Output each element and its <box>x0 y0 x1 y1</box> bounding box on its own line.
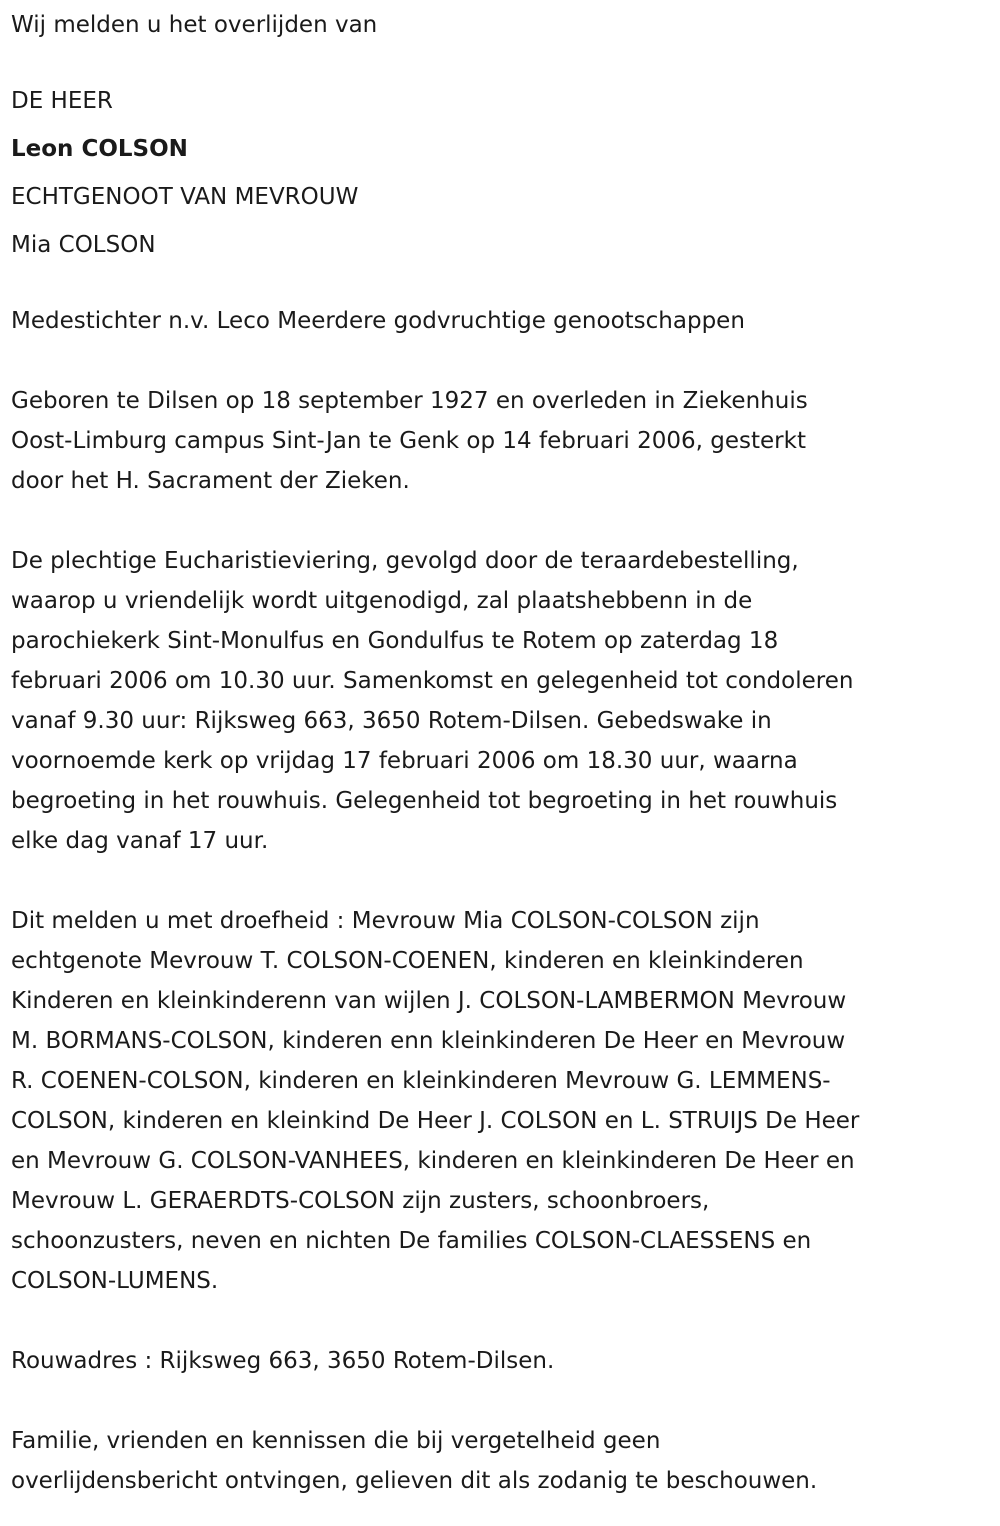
relation-text: ECHTGENOOT VAN MEVROUW <box>11 184 359 210</box>
deceased-name: Leon COLSON <box>11 136 188 162</box>
title-text: DE HEER <box>11 88 113 114</box>
text-line: Medestichter n.v. Leco Meerdere godvruchtige genootschappen <box>11 308 745 334</box>
text-line: COLSON-LUMENS. <box>11 1268 219 1294</box>
text-line: Kinderen en kleinkinderenn van wijlen J. COLSON-LAMBERMON Mevrouw <box>11 988 847 1014</box>
text-line: parochiekerk Sint-Monulfus en Gondulfus te Rotem op zaterdag 18 <box>11 628 779 654</box>
family-paragraph <box>11 901 1000 1301</box>
text-line: en Mevrouw G. COLSON-VANHEES, kinderen en kleinkinderen De Heer en <box>11 1148 855 1174</box>
text-line: overlijdensbericht ontvingen, gelieven dit als zodanig te beschouwen. <box>11 1468 818 1494</box>
text-line: De plechtige Eucharistieviering, gevolgd door de teraardebestelling, <box>11 548 799 574</box>
text-line: waarop u vriendelijk wordt uitgenodigd, zal plaatshebbenn in de <box>11 588 753 614</box>
text-line: Mevrouw L. GERAERDTS-COLSON zijn zusters, schoonbroers, <box>11 1188 710 1214</box>
birth-death-paragraph <box>11 381 1000 501</box>
text-line: Dit melden u met droefheid : Mevrouw Mia COLSON-COLSON zijn <box>11 908 760 934</box>
text-line: begroeting in het rouwhuis. Gelegenheid tot begroeting in het rouwhuis <box>11 788 838 814</box>
text-line: Geboren te Dilsen op 18 september 1927 en overleden in Ziekenhuis <box>11 388 808 414</box>
mourning-address-paragraph <box>11 1341 1000 1381</box>
occupation-paragraph <box>11 301 1000 341</box>
text-line: door het H. Sacrament der Zieken. <box>11 468 410 494</box>
intro-text: Wij melden u het overlijden van <box>11 12 378 38</box>
text-line: COLSON, kinderen en kleinkind De Heer J. COLSON en L. STRUIJS De Heer <box>11 1108 860 1134</box>
text-line: schoonzusters, neven en nichten De families COLSON-CLAESSENS en <box>11 1228 812 1254</box>
spouse-name: Mia COLSON <box>11 232 156 258</box>
text-line: Familie, vrienden en kennissen die bij vergetelheid geen <box>11 1428 661 1454</box>
text-line: voornoemde kerk op vrijdag 17 februari 2006 om 18.30 uur, waarna <box>11 748 798 774</box>
text-line: Oost-Limburg campus Sint-Jan te Genk op 14 februari 2006, gesterkt <box>11 428 806 454</box>
text-line: echtgenote Mevrouw T. COLSON-COENEN, kinderen en kleinkinderen <box>11 948 804 974</box>
body-paragraphs <box>11 301 1000 1501</box>
closing-paragraph <box>11 1421 1000 1501</box>
text-line: M. BORMANS-COLSON, kinderen enn kleinkinderen De Heer en Mevrouw <box>11 1028 846 1054</box>
deceased-header <box>11 77 1000 269</box>
text-line: vanaf 9.30 uur: Rijksweg 663, 3650 Rotem-Dilsen. Gebedswake in <box>11 708 772 734</box>
text-line: R. COENEN-COLSON, kinderen en kleinkinderen Mevrouw G. LEMMENS- <box>11 1068 831 1094</box>
funeral-details-paragraph <box>11 541 1000 861</box>
text-line: Rouwadres : Rijksweg 663, 3650 Rotem-Dilsen. <box>11 1348 555 1374</box>
text-line: februari 2006 om 10.30 uur. Samenkomst en gelegenheid tot condoleren <box>11 668 854 694</box>
text-line: elke dag vanaf 17 uur. <box>11 828 269 854</box>
